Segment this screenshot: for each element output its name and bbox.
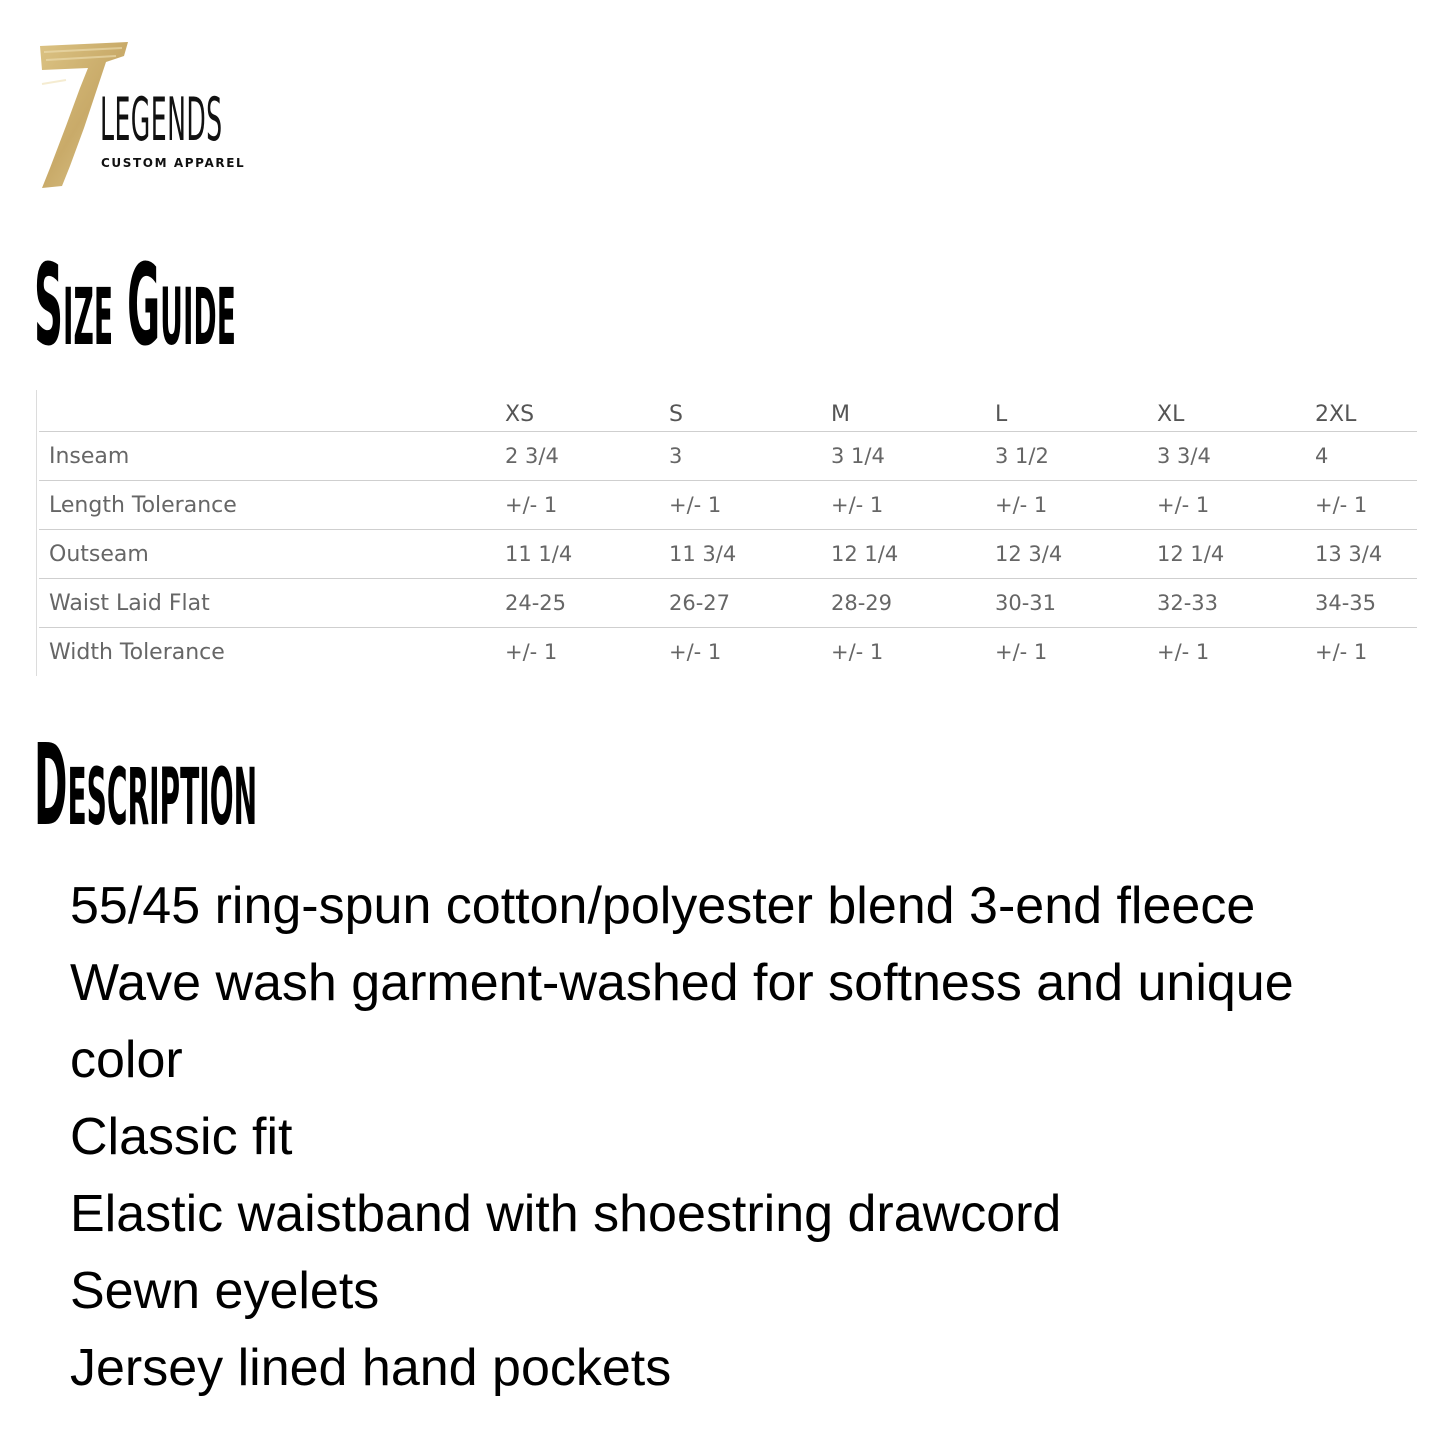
table-cell: 11 1/4 xyxy=(505,530,669,579)
list-item: 55/45 ring-spun cotton/polyester blend 3-end fleece xyxy=(70,877,1256,935)
table-cell: +/- 1 xyxy=(831,481,995,530)
table-cell: 28-29 xyxy=(831,579,995,628)
row-label-inseam: Inseam xyxy=(39,432,505,481)
row-label-length-tolerance: Length Tolerance xyxy=(39,481,505,530)
table-cell: 3 1/4 xyxy=(831,432,995,481)
size-table-container xyxy=(36,390,1417,676)
table-cell: +/- 1 xyxy=(995,481,1157,530)
list-item: Wave wash garment-washed for softness and unique xyxy=(70,954,1294,1012)
row-label-outseam: Outseam xyxy=(39,530,505,579)
row-label-width-tolerance: Width Tolerance xyxy=(49,639,225,665)
list-item: Sewn eyelets xyxy=(70,1262,380,1320)
size-header-l: L xyxy=(995,390,1157,432)
table-cell: +/- 1 xyxy=(505,481,669,530)
table-cell: 32-33 xyxy=(1157,579,1315,628)
size-header-s: S xyxy=(669,390,831,432)
brand-tagline: CUSTOM APPAREL xyxy=(101,156,246,170)
table-row xyxy=(39,628,1417,677)
description-title: Description xyxy=(34,721,258,851)
table-row xyxy=(39,481,1417,530)
table-cell: 2 3/4 xyxy=(505,432,669,481)
table-corner xyxy=(39,390,505,432)
list-item: Jersey lined hand pockets xyxy=(70,1339,672,1397)
table-cell: +/- 1 xyxy=(831,640,884,664)
table-cell: 13 3/4 xyxy=(1315,530,1417,579)
table-cell: 26-27 xyxy=(669,579,831,628)
size-table xyxy=(39,390,1417,676)
size-header-2xl: 2XL xyxy=(1315,390,1417,432)
list-item: Classic fit xyxy=(70,1108,293,1166)
table-cell: 30-31 xyxy=(995,579,1157,628)
description-list xyxy=(70,868,1400,1407)
table-cell: 3 xyxy=(669,432,831,481)
table-cell: 34-35 xyxy=(1315,579,1417,628)
list-item: color xyxy=(70,1031,183,1089)
table-cell: 12 3/4 xyxy=(995,530,1157,579)
size-header-row xyxy=(39,390,1417,432)
table-row xyxy=(39,432,1417,481)
table-cell: +/- 1 xyxy=(669,640,722,664)
table-cell: +/- 1 xyxy=(1157,640,1210,664)
table-cell: 3 3/4 xyxy=(1157,432,1315,481)
row-label-waist-laid-flat: Waist Laid Flat xyxy=(39,579,505,628)
table-cell: 24-25 xyxy=(505,579,669,628)
size-header-m: M xyxy=(831,390,995,432)
table-cell: 3 1/2 xyxy=(995,432,1157,481)
brand-logo xyxy=(36,40,266,190)
table-cell: 12 1/4 xyxy=(1157,530,1315,579)
table-cell: 11 3/4 xyxy=(669,530,831,579)
list-item: Elastic waistband with shoestring drawcord xyxy=(70,1185,1062,1243)
table-cell: +/- 1 xyxy=(505,640,558,664)
table-cell: +/- 1 xyxy=(1315,481,1417,530)
size-header-xl: XL xyxy=(1157,390,1315,432)
brand-name: LEGENDS xyxy=(100,85,223,155)
table-cell: +/- 1 xyxy=(995,640,1048,664)
table-cell: +/- 1 xyxy=(669,481,831,530)
table-cell: +/- 1 xyxy=(1157,481,1315,530)
table-cell: 12 1/4 xyxy=(831,530,995,579)
table-cell: +/- 1 xyxy=(1315,640,1368,664)
table-cell: 4 xyxy=(1315,432,1417,481)
table-row xyxy=(39,530,1417,579)
size-guide-title: Size Guide xyxy=(34,241,236,371)
size-header-xs: XS xyxy=(505,390,669,432)
table-row xyxy=(39,579,1417,628)
